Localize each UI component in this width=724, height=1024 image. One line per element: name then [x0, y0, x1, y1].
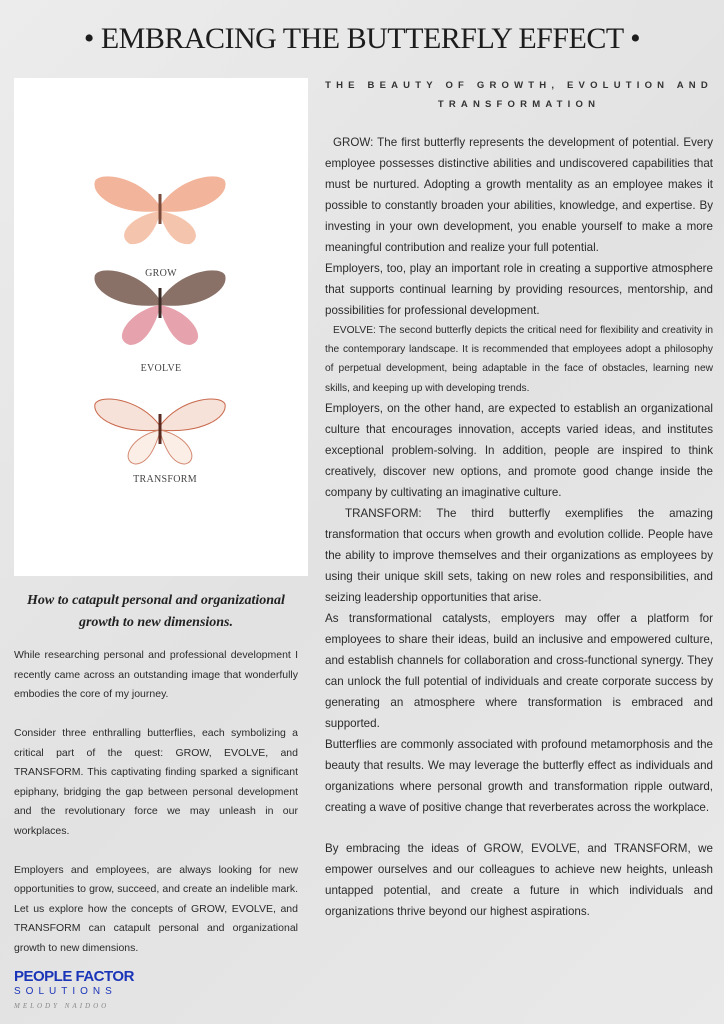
transform-butterfly: [95, 399, 225, 464]
logo-line1: PEOPLE FACTOR: [14, 968, 134, 985]
right-column: [325, 76, 713, 922]
grow-label: GROW: [145, 268, 177, 279]
transform-paragraph: TRANSFORM: The third butterfly exemplifies the amazing transformation that occurs when growth and evolution collide. People have the ability to improve themselves and their organizations as employees by using their unique skill sets, taking on new roles and responsibilities, and seizing leadership opportunities that arise.: [325, 506, 713, 604]
evolve-butterfly: [94, 270, 225, 345]
people-factor-logo: [14, 968, 298, 998]
evolve-label: EVOLVE: [140, 363, 182, 374]
intro-paragraph: While researching personal and professional development I recently came across an outstanding image that wonderfully embodies the core of my journey.: [14, 649, 298, 700]
transform-label: TRANSFORM: [133, 474, 197, 485]
employers-support-paragraph: Employers, too, play an important role in creating a supportive atmosphere that supports continual learning by providing resources, mentorship, and possibilities for professional development.: [325, 262, 713, 317]
explore-paragraph: Employers and employees, are always looking for new opportunities to grow, succeed, and create an indelible mark. Let us explore how the concepts of GROW, EVOLVE, and TRANSFORM can catapult personal and organizational growth to new dimensions.: [14, 863, 298, 954]
logo-line2: SOLUTIONS: [14, 986, 117, 997]
conclusion-paragraph: By embracing the ideas of GROW, EVOLVE, and TRANSFORM, we empower ourselves and our colleagues to achieve new heights, unleash untapped potential, and create a future in which individuals and organizations thrive beyond our highest aspirations.: [325, 841, 713, 918]
subheading: THE BEAUTY OF GROWTH, EVOLUTION AND TRANSFORMATION: [325, 80, 713, 110]
signature: MELODY NAIDOO: [14, 1002, 110, 1010]
left-heading: How to catapult personal and organizational growth to new dimensions.: [27, 593, 285, 630]
butterfly-illustrations: [14, 78, 308, 576]
catalysts-paragraph: As transformational catalysts, employers may offer a platform for employees to share their ideas, build an inclusive and empowered culture, and establish channels for collaboration and cross-functional synergy. They can unlock the full potential of individuals and create corporate success by generating an atmosphere where transformation is embraced and supported.: [325, 611, 713, 730]
grow-paragraph: GROW: The first butterfly represents the development of potential. Every employee possesses distinctive abilities and undiscovered capabilities that must be nurtured. Adopting a growth mentality as an employee makes it possible to constantly broaden your abilities, knowledge, and expertise. By investing in your own development, you enable yourself to make a more meaningful contribution and realize your full potential.: [325, 136, 713, 254]
employers-culture-paragraph: Employers, on the other hand, are expected to establish an organizational culture that encourages innovation, accepts varied ideas, and institutes exceptional problem-solving. In addition, people are inspired to think creatively, discover new options, and promote good change inside the company by cultivating an imaginative culture.: [325, 401, 713, 499]
left-column: [14, 590, 298, 1011]
butterflies-image: [14, 78, 308, 576]
three-butterflies-paragraph: Consider three enthralling butterflies, each symbolizing a critical part of the quest: GROW, EVOLVE, and TRANSFORM. This captivating finding sparked a significant epiphany, bridging the gap between personal development and the revolutionary force we may unleash in our workplaces.: [14, 727, 298, 837]
evolve-paragraph: EVOLVE: The second butterfly depicts the critical need for flexibility and creativity in the contemporary landscape. It is recommended that employees adopt a philosophy of perpetual development, being adaptable in the face of obstacles, learning new skills, and keeping up with developing trends.: [325, 325, 713, 394]
page-title: • EMBRACING THE BUTTERFLY EFFECT •: [83, 22, 641, 55]
grow-butterfly: [94, 176, 225, 244]
metamorphosis-paragraph: Butterflies are commonly associated with profound metamorphosis and the beauty that results. We may leverage the butterfly effect as individuals and organizations where personal growth and transformation ripple outward, creating a wave of positive change that reverberates across the workplace.: [325, 737, 713, 814]
